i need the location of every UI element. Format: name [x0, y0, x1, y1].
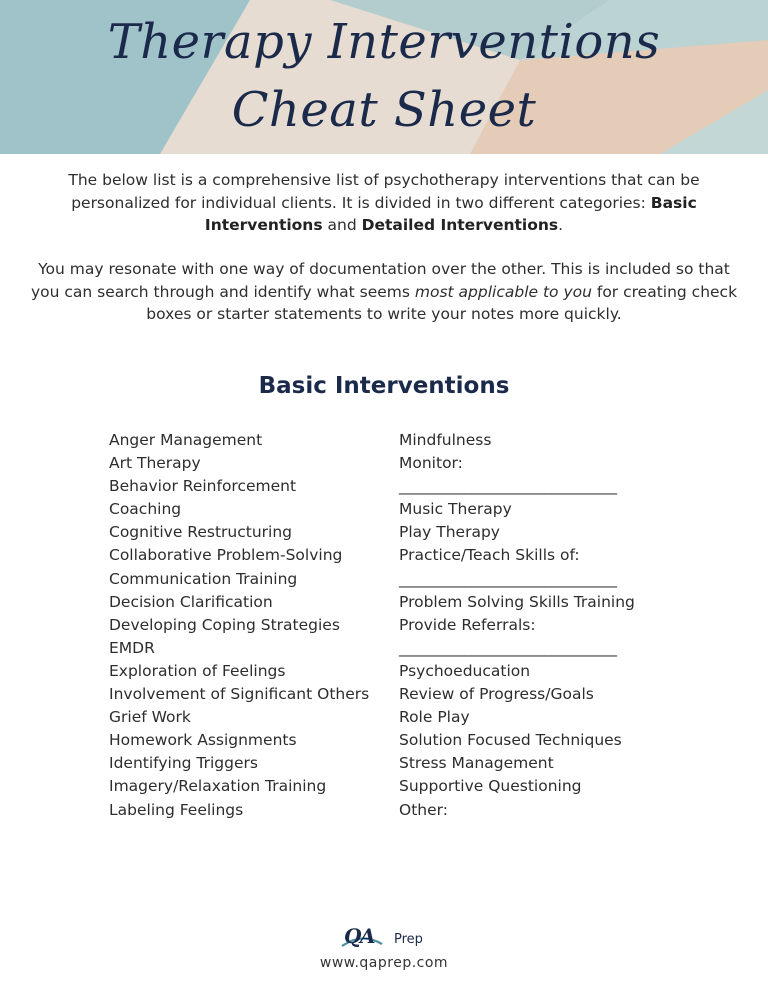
intervention-item: Labeling Feelings	[109, 800, 244, 819]
intervention-item: Grief Work	[109, 708, 191, 727]
intervention-item: Monitor:	[399, 454, 463, 473]
fill-in-blank-line: ______________________________	[399, 569, 617, 588]
fill-in-blank-line: ______________________________	[399, 638, 617, 657]
intervention-item: EMDR	[109, 638, 155, 657]
page-title-line1: Therapy Interventions	[107, 14, 661, 70]
intervention-item: Imagery/Relaxation Training	[109, 777, 327, 796]
intervention-item: Behavior Reinforcement	[109, 477, 297, 496]
intro-text: The below list is a comprehensive list of psychotherapy interventions that can be personalized for individual clients. It is divided in two different categories:	[68, 171, 700, 212]
intervention-item: Supportive Questioning	[399, 777, 582, 796]
intro-bold-detailed: Detailed Interventions	[361, 216, 559, 234]
intro-text: You may resonate with one way of documentation over the other. This is included so that you can search through and identify what seems	[30, 260, 730, 301]
intervention-item: Coaching	[109, 500, 182, 519]
intervention-item: Cognitive Restructuring	[109, 523, 293, 542]
logo-letter-q: Q	[344, 924, 362, 948]
intervention-item: Identifying Triggers	[109, 754, 258, 773]
section-heading: Basic Interventions	[258, 373, 510, 399]
intervention-item: Psychoeducation	[399, 661, 531, 680]
interventions-right-column	[399, 429, 719, 822]
intro-emphasis: most applicable to you	[414, 282, 592, 301]
logo-letter-a: A	[360, 924, 376, 948]
intervention-item: Involvement of Significant Others	[109, 685, 370, 704]
intervention-item: Mindfulness	[399, 431, 492, 449]
intervention-item: Provide Referrals:	[399, 615, 536, 634]
intervention-item: Review of Progress/Goals	[399, 685, 594, 704]
intervention-item: Art Therapy	[109, 454, 201, 473]
intervention-item: Developing Coping Strategies	[109, 615, 340, 634]
intro-text: and	[322, 216, 362, 234]
intervention-item: Other:	[399, 800, 448, 819]
intro-paragraph-2	[30, 258, 738, 326]
header-banner	[0, 0, 768, 154]
intervention-item: Communication Training	[109, 569, 298, 588]
interventions-left-column	[109, 429, 389, 822]
footer-url: www.qaprep.com	[319, 955, 449, 971]
page-title-line2: Cheat Sheet	[231, 82, 537, 138]
intro-paragraph-1	[30, 169, 738, 237]
intervention-item: Collaborative Problem-Solving	[109, 546, 343, 565]
intervention-item: Solution Focused Techniques	[399, 731, 622, 750]
fill-in-blank-line: ______________________________	[399, 477, 617, 496]
intervention-item: Decision Clarification	[109, 592, 273, 611]
intro-bold-basic: Basic Interventions	[204, 193, 697, 234]
intervention-item: Music Therapy	[399, 500, 512, 519]
intervention-item: Exploration of Feelings	[109, 661, 286, 680]
logo-word-prep: Prep	[394, 932, 423, 947]
qaprep-logo	[338, 922, 438, 952]
intervention-item: Role Play	[399, 708, 470, 727]
intervention-item: Stress Management	[399, 754, 554, 773]
intro-text: for creating check boxes or starter statements to write your notes more quickly.	[146, 282, 738, 323]
intervention-item: Anger Management	[109, 431, 263, 449]
intervention-item: Homework Assignments	[109, 731, 297, 750]
intro-text: .	[558, 216, 564, 234]
intervention-item: Play Therapy	[399, 523, 500, 542]
intervention-item: Practice/Teach Skills of:	[399, 546, 580, 565]
intervention-item: Problem Solving Skills Training	[399, 592, 635, 611]
